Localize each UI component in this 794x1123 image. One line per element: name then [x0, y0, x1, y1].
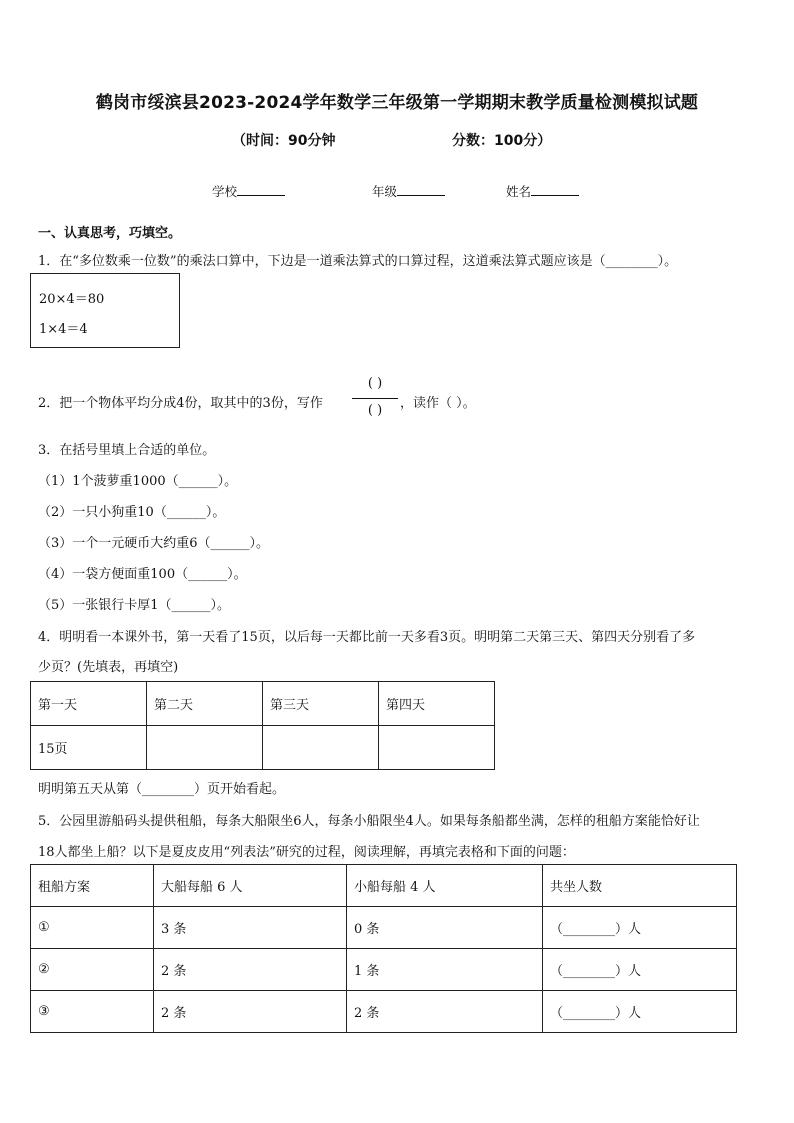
table-row [31, 726, 495, 770]
table-cell-blank[interactable] [263, 726, 379, 770]
grade-blank[interactable] [397, 183, 445, 196]
section-heading: 一、认真思考，巧填空。 [38, 226, 182, 241]
table-cell-blank[interactable]: （________）人 [543, 949, 737, 991]
question-1-text: 1．在“多位数乘一位数”的乘法口算中，下边是一道乘法算式的口算过程，这道乘法算式题应该是（________）。 [38, 254, 678, 269]
table-header-cell: 第二天 [147, 682, 263, 726]
table-row [31, 991, 737, 1033]
fraction-denominator[interactable]: ( ) [367, 403, 383, 418]
question-2-text: 2．把一个物体平均分成4份，取其中的3份，写作 [38, 396, 323, 411]
grade-field[interactable] [372, 182, 445, 200]
question-4-text-line1: 4．明明看一本课外书，第一天看了15页，以后每一天都比前一天多看3页。明明第二天第三天、第四天分别看了多 [38, 630, 696, 645]
table-header-row [31, 865, 737, 907]
table-cell-blank[interactable] [379, 726, 495, 770]
question-2-reading: ，读作（ ）。 [400, 396, 476, 411]
table-header-cell: 第四天 [379, 682, 495, 726]
table-cell: 3 条 [154, 907, 347, 949]
question-4-followup: 明明第五天从第（________）页开始看起。 [38, 782, 286, 797]
grade-label: 年级 [372, 184, 398, 199]
table-cell: 0 条 [347, 907, 543, 949]
question-3-item: （2）一只小狗重10（______）。 [38, 505, 226, 520]
fraction-numerator[interactable]: ( ) [367, 376, 383, 391]
calc-line-1: 20×4＝80 [39, 292, 105, 307]
fraction-bar [352, 398, 398, 399]
question-3-text: 3．在括号里填上合适的单位。 [38, 443, 216, 458]
question-3-item: （4）一袋方便面重100（______）。 [38, 567, 247, 582]
question-5-text-line1: 5．公园里游船码头提供租船，每条大船限坐6人，每条小船限坐4人。如果每条船都坐满，怎样的租船方案能恰好让 [38, 814, 700, 829]
question-3-item: （5）一张银行卡厚1（______）。 [38, 598, 231, 613]
table-header-cell: 租船方案 [31, 865, 154, 907]
table-cell-blank[interactable]: （________）人 [543, 907, 737, 949]
calc-line-2: 1×4＝4 [39, 322, 88, 337]
table-header-cell: 大船每船 6 人 [154, 865, 347, 907]
school-label: 学校 [212, 184, 238, 199]
school-blank[interactable] [237, 183, 285, 196]
page-title: 鹤岗市绥滨县2023-2024学年数学三年级第一学期期末教学质量检测模拟试题 [95, 93, 699, 113]
plan-number: ① [31, 907, 154, 949]
calculation-box [30, 273, 180, 348]
name-field[interactable] [506, 182, 579, 200]
table-cell: 2 条 [154, 991, 347, 1033]
table-cell: 15页 [31, 726, 147, 770]
table-header-cell: 第三天 [263, 682, 379, 726]
table-cell-blank[interactable]: （________）人 [543, 991, 737, 1033]
name-blank[interactable] [531, 183, 579, 196]
exam-score: 分数：100分） [452, 133, 552, 149]
table-cell: 2 条 [154, 949, 347, 991]
name-label: 姓名 [506, 184, 532, 199]
question-4-text-line2: 少页？(先填表，再填空) [38, 660, 179, 675]
table-header-cell: 第一天 [31, 682, 147, 726]
table-cell: 2 条 [347, 991, 543, 1033]
fraction-blank[interactable] [352, 376, 398, 422]
table-header-cell: 小船每船 4 人 [347, 865, 543, 907]
plan-number: ③ [31, 991, 154, 1033]
boat-rental-table [30, 864, 737, 1033]
school-field[interactable] [212, 182, 285, 200]
plan-number: ② [31, 949, 154, 991]
question-5-text-line2: 18人都坐上船？以下是夏皮皮用“列表法”研究的过程，阅读理解，再填完表格和下面的问题： [38, 845, 575, 860]
question-3-item: （3）一个一元硬币大约重6（______）。 [38, 536, 270, 551]
table-cell-blank[interactable] [147, 726, 263, 770]
table-row [31, 949, 737, 991]
table-cell: 1 条 [347, 949, 543, 991]
question-3-item: （1）1个菠萝重1000（______）。 [38, 474, 238, 489]
reading-table [30, 681, 495, 770]
table-header-row [31, 682, 495, 726]
table-header-cell: 共坐人数 [543, 865, 737, 907]
exam-time: （时间：90分钟 [232, 133, 336, 149]
table-row [31, 907, 737, 949]
